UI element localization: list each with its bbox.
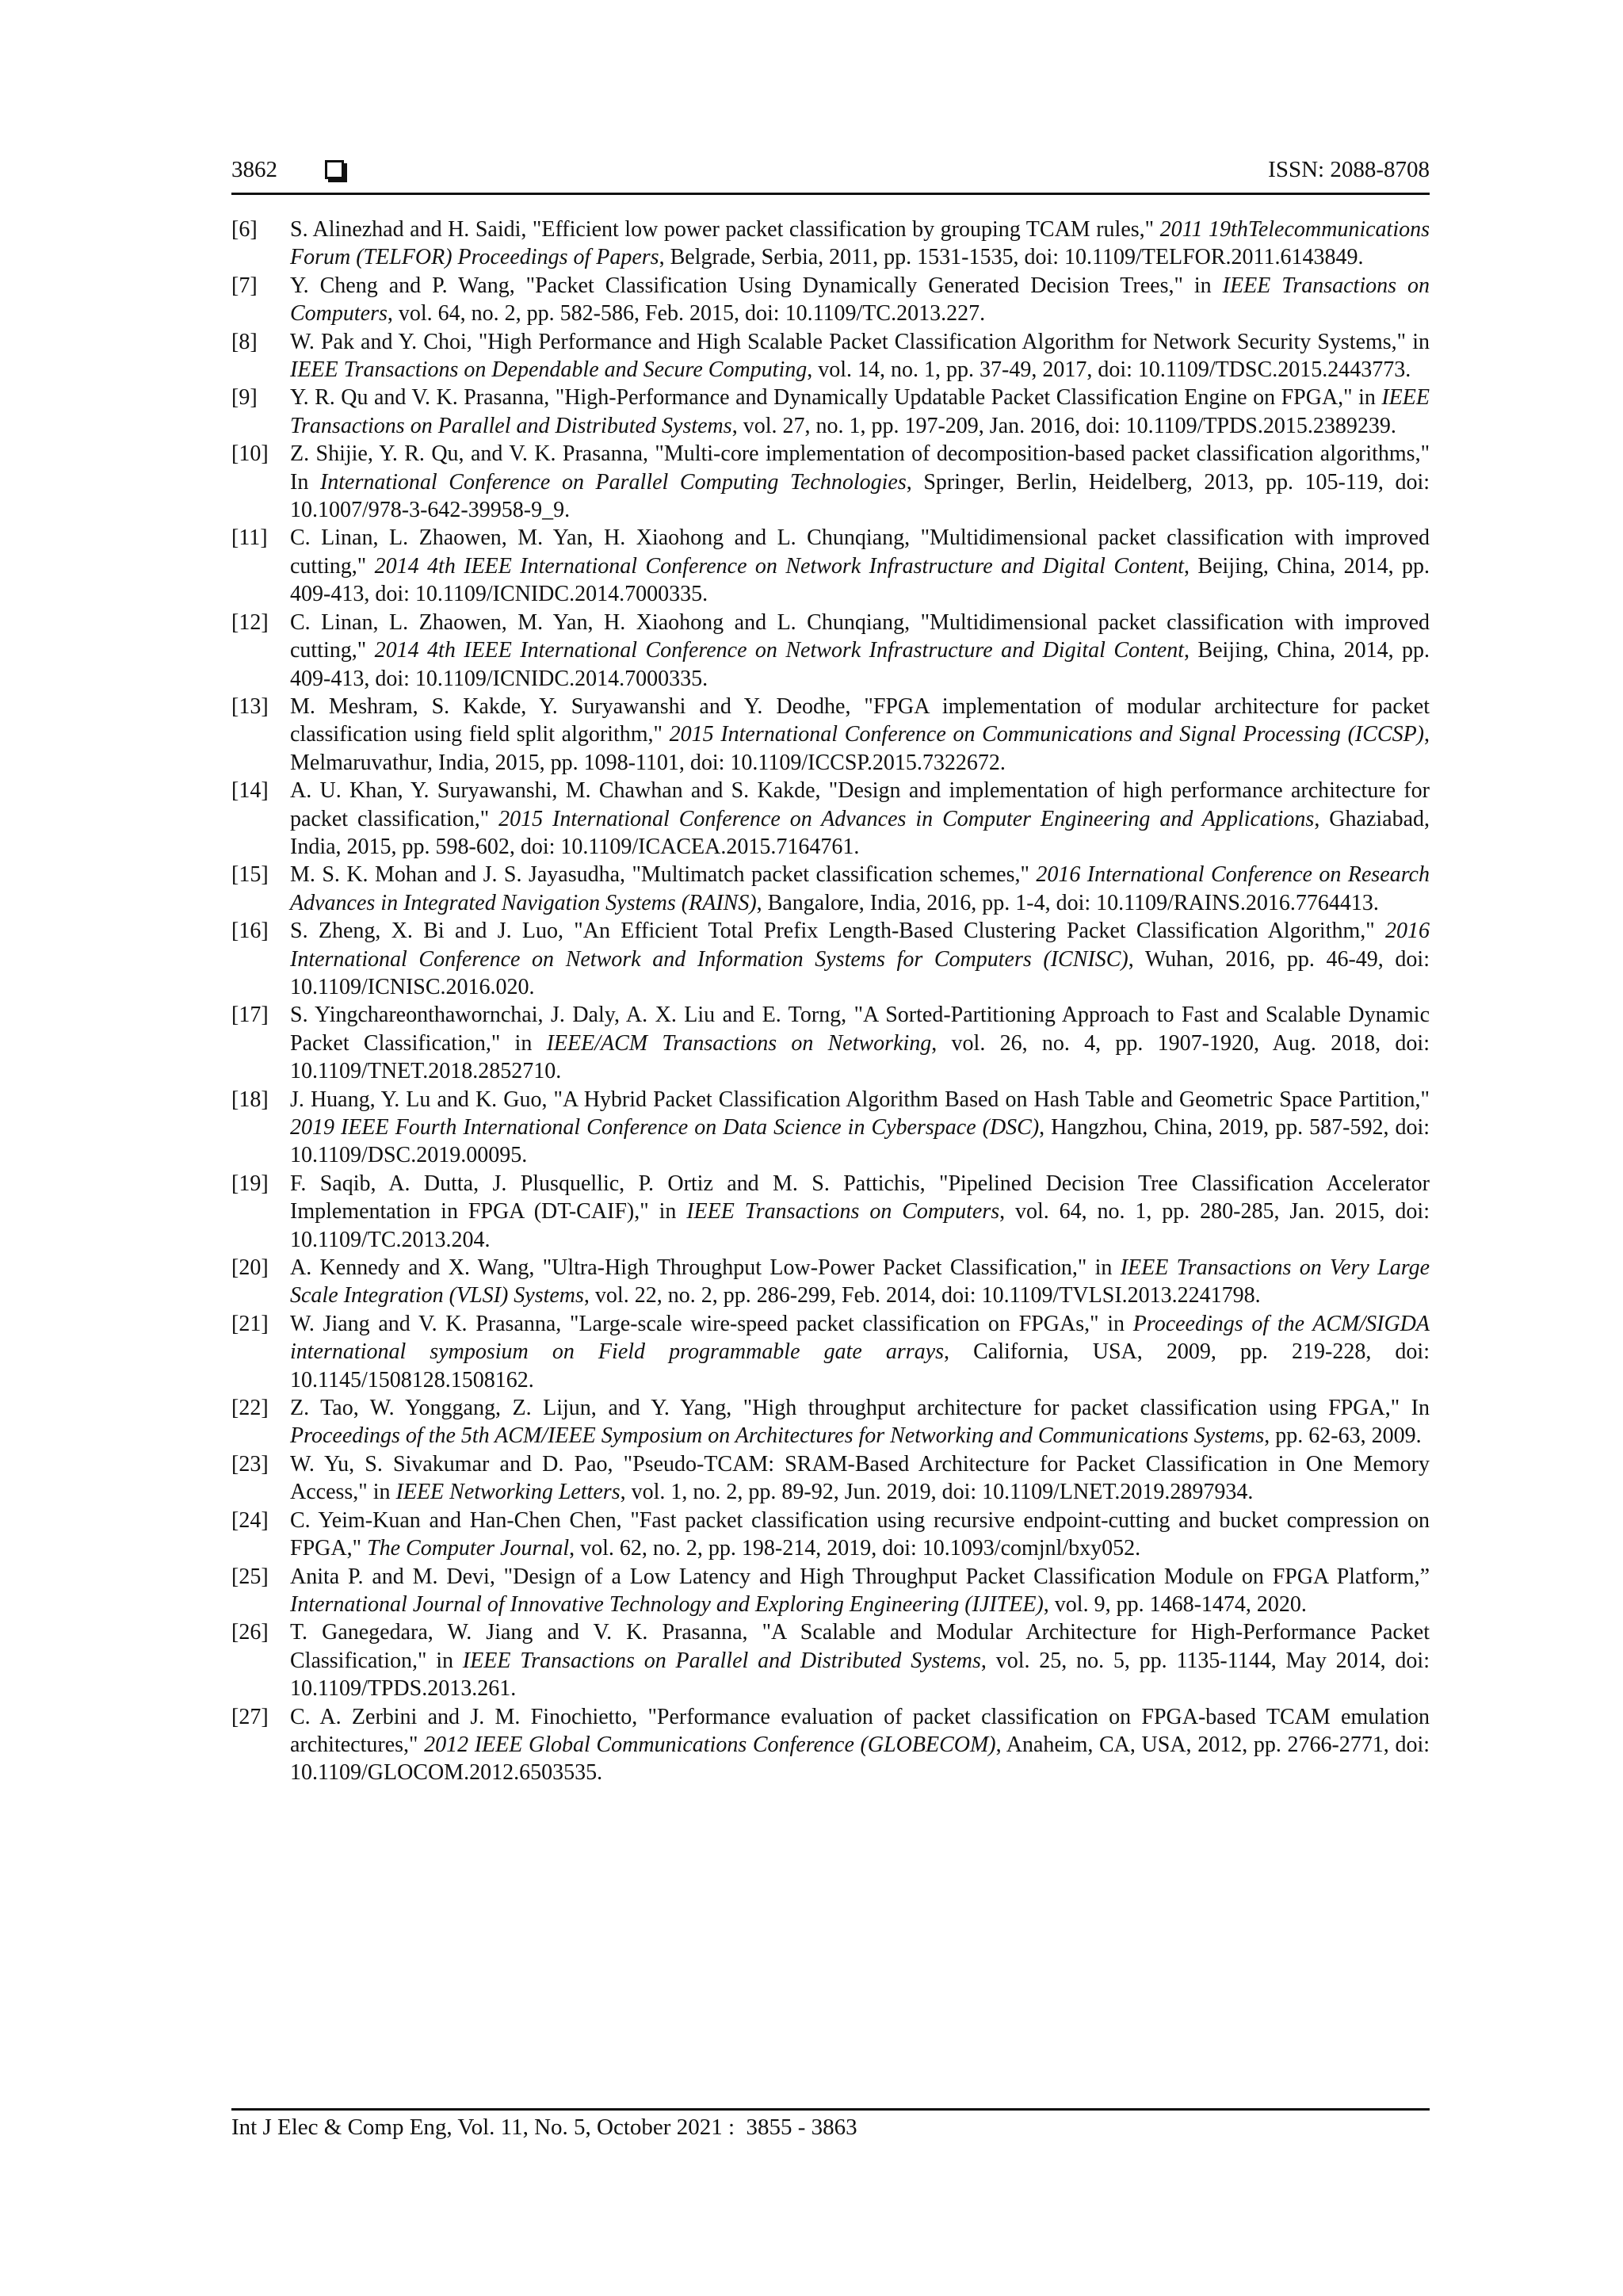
reference-segment: , Bangalore, India, 2016, pp. 1-4, doi: 10.1109/RAINS.2016.7764413. [756, 890, 1379, 915]
reference-text [290, 1170, 1430, 1254]
reference-segment: , vol. 22, no. 2, pp. 286-299, Feb. 2014, doi: 10.1109/TVLSI.2013.2241798. [583, 1283, 1261, 1308]
reference-text [290, 861, 1430, 917]
reference-venue: Proceedings of the ACM/SIGDA international symposium on Field programmable gate arrays [290, 1311, 1430, 1365]
reference-segment: Y. R. Qu and V. K. Prasanna, "High-Performance and Dynamically Updatable Packet Classification Engine on FPGA," in [290, 385, 1382, 411]
reference-segment: , Springer, Berlin, Heidelberg, 2013, pp. 105-119, doi: 10.1007/978-3-642-39958-9_9. [290, 469, 1430, 523]
reference-venue: 2011 19thTelecommunications Forum (TELFOR) Proceedings of Papers [290, 217, 1430, 270]
reference-segment: , Melmaruvathur, India, 2015, pp. 1098-1101, doi: 10.1109/ICCSP.2015.7322672. [290, 722, 1430, 775]
header-divider [231, 193, 1430, 195]
issn-label: ISSN: 2088-8708 [1268, 157, 1430, 182]
reference-number: [23] [231, 1451, 269, 1477]
reference-text [290, 524, 1430, 608]
reference-segment: A. U. Khan, Y. Suryawanshi, M. Chawhan and S. Kakde, "Design and implementation of high performance architecture for packet classification," [290, 778, 1430, 831]
reference-segment: C. A. Zerbini and J. M. Finochietto, "Performance evaluation of packet classification on FPGA-based TCAM emulation architectures," [290, 1704, 1430, 1757]
reference-segment: , vol. 25, no. 5, pp. 1135-1144, May 2014, doi: 10.1109/TPDS.2013.261. [290, 1648, 1430, 1702]
reference-segment: , vol. 27, no. 1, pp. 197-209, Jan. 2016, doi: 10.1109/TPDS.2015.2389239. [731, 413, 1396, 438]
reference-segment: A. Kennedy and X. Wang, "Ultra-High Throughput Low-Power Packet Classification," in [290, 1255, 1121, 1281]
reference-item [231, 440, 1430, 524]
reference-segment: , vol. 64, no. 1, pp. 280-285, Jan. 2015, doi: 10.1109/TC.2013.204. [290, 1199, 1430, 1252]
reference-segment: S. Yingchareonthawornchai, J. Daly, A. X. Liu and E. Torng, "A Sorted-Partitioning Approach to Fast and Scalable Dynamic Packet Classification," in [290, 1003, 1430, 1056]
reference-number: [21] [231, 1311, 269, 1336]
reference-text [290, 216, 1430, 272]
reference-segment: , Hangzhou, China, 2019, pp. 587-592, doi: 10.1109/DSC.2019.00095. [290, 1115, 1430, 1168]
reference-item [231, 1310, 1430, 1394]
reference-number: [19] [231, 1171, 269, 1196]
reference-item [231, 1001, 1430, 1085]
reference-segment: F. Saqib, A. Dutta, J. Plusquellic, P. Ortiz and M. S. Pattichis, "Pipelined Decision Tree Classification Accelerator Implementation in FPGA (DT-CAIF)," in [290, 1171, 1430, 1224]
reference-number: [17] [231, 1003, 269, 1028]
reference-segment: S. Zheng, X. Bi and J. Luo, "An Efficient Total Prefix Length-Based Clustering Packet Classification Algorithm," [290, 919, 1385, 944]
reference-item [231, 524, 1430, 608]
reference-text [290, 1703, 1430, 1787]
reference-segment: T. Ganegedara, W. Jiang and V. K. Prasanna, "A Scalable and Modular Architecture for High-Performance Packet Classification," in [290, 1620, 1430, 1673]
reference-number: [27] [231, 1704, 269, 1729]
reference-venue: 2015 International Conference on Advances in Computer Engineering and Applications [498, 806, 1315, 831]
reference-text [290, 693, 1430, 777]
reference-text [290, 328, 1430, 384]
reference-segment: W. Yu, S. Sivakumar and D. Pao, "Pseudo-TCAM: SRAM-Based Architecture for Packet Classification in One Memory Access," in [290, 1451, 1430, 1505]
reference-item [231, 1507, 1430, 1563]
reference-number: [26] [231, 1620, 269, 1645]
reference-segment: S. Alinezhad and H. Saidi, "Efficient low power packet classification by grouping TCAM rules," [290, 217, 1160, 242]
reference-item [231, 1254, 1430, 1310]
reference-text [290, 777, 1430, 861]
reference-segment: , California, USA, 2009, pp. 219-228, doi: 10.1145/1508128.1508162. [290, 1339, 1430, 1392]
reference-segment: , Ghaziabad, India, 2015, pp. 598-602, doi: 10.1109/ICACEA.2015.7164761. [290, 806, 1430, 859]
reference-segment: Anita P. and M. Devi, "Design of a Low Latency and High Throughput Packet Classification Module on FPGA Platform,” [290, 1564, 1430, 1589]
reference-item [231, 609, 1430, 693]
reference-number: [6] [231, 217, 258, 242]
reference-text [290, 1394, 1430, 1450]
reference-segment: M. Meshram, S. Kakde, Y. Suryawanshi and Y. Deodhe, "FPGA implementation of modular architecture for packet classification using field split algorithm," [290, 693, 1430, 747]
reference-segment: J. Huang, Y. Lu and K. Guo, "A Hybrid Packet Classification Algorithm Based on Hash Table and Geometric Space Partition," [290, 1087, 1430, 1112]
reference-text [290, 1618, 1430, 1702]
reference-segment: , Beijing, China, 2014, pp. 409-413, doi: 10.1109/ICNIDC.2014.7000335. [290, 553, 1430, 607]
reference-segment: M. S. K. Mohan and J. S. Jayasudha, "Multimatch packet classification schemes," [290, 862, 1037, 888]
reference-item [231, 272, 1430, 328]
reference-number: [25] [231, 1564, 269, 1589]
reference-number: [16] [231, 919, 269, 944]
reference-segment: C. Yeim-Kuan and Han-Chen Chen, "Fast packet classification using recursive endpoint-cutting and bucket compression on FPGA," [290, 1507, 1430, 1561]
reference-number: [22] [231, 1396, 269, 1421]
reference-item [231, 384, 1430, 440]
reference-text [290, 609, 1430, 693]
reference-list [231, 216, 1430, 1787]
page-number: 3862 [231, 157, 277, 182]
reference-segment: Z. Tao, W. Yonggang, Z. Lijun, and Y. Yang, "High throughput architecture for packet classification using FPGA," In [290, 1396, 1430, 1421]
reference-item [231, 917, 1430, 1001]
reference-venue: IEEE/ACM Transactions on Networking [546, 1030, 932, 1056]
footer-divider [231, 2108, 1430, 2111]
reference-segment: , Beijing, China, 2014, pp. 409-413, doi: 10.1109/ICNIDC.2014.7000335. [290, 638, 1430, 691]
reference-venue: IEEE Transactions on Computers [290, 273, 1430, 327]
reference-number: [11] [231, 525, 268, 551]
reference-text [290, 1254, 1430, 1310]
reference-number: [10] [231, 441, 269, 467]
reference-text [290, 384, 1430, 440]
reference-segment: , vol. 64, no. 2, pp. 582-586, Feb. 2015, doi: 10.1109/TC.2013.227. [387, 301, 986, 327]
reference-text [290, 1086, 1430, 1170]
reference-venue: IEEE Transactions on Computers [686, 1199, 1000, 1224]
reference-segment: , vol. 62, no. 2, pp. 198-214, 2019, doi: 10.1093/comjnl/bxy052. [569, 1536, 1141, 1561]
reference-segment: C. Linan, L. Zhaowen, M. Yan, H. Xiaohong and L. Chunqiang, "Multidimensional packet classification with improved cutting," [290, 525, 1430, 579]
reference-text [290, 272, 1430, 328]
reference-item [231, 1450, 1430, 1507]
reference-item [231, 1086, 1430, 1170]
reference-venue: IEEE Networking Letters [395, 1480, 621, 1505]
reference-number: [12] [231, 609, 269, 635]
reference-segment: , Wuhan, 2016, pp. 46-49, doi: 10.1109/ICNISC.2016.020. [290, 946, 1430, 999]
reference-item [231, 328, 1430, 384]
reference-segment: Z. Shijie, Y. R. Qu, and V. K. Prasanna, "Multi-core implementation of decomposition-based packet classification algorithms," In [290, 441, 1430, 495]
reference-segment: W. Pak and Y. Choi, "High Performance and High Scalable Packet Classification Algorithm for Network Security Systems," in [290, 329, 1430, 354]
reference-number: [20] [231, 1255, 269, 1281]
reference-item [231, 1703, 1430, 1787]
page-header [231, 157, 1430, 192]
reference-venue: International Journal of Innovative Technology and Exploring Engineering (IJITEE) [290, 1591, 1044, 1617]
reference-item [231, 1170, 1430, 1254]
reference-number: [18] [231, 1087, 269, 1112]
reference-text [290, 1001, 1430, 1085]
reference-segment: , vol. 26, no. 4, pp. 1907-1920, Aug. 2018, doi: 10.1109/TNET.2018.2852710. [290, 1030, 1430, 1084]
reference-item [231, 693, 1430, 777]
reference-segment: C. Linan, L. Zhaowen, M. Yan, H. Xiaohong and L. Chunqiang, "Multidimensional packet classification with improved cutting," [290, 609, 1430, 663]
reference-item [231, 1394, 1430, 1450]
reference-venue: 2016 International Conference on Research Advances in Integrated Navigation Systems (RAINS) [290, 862, 1430, 915]
journal-citation-footer: Int J Elec & Comp Eng, Vol. 11, No. 5, October 2021 : 3855 - 3863 [231, 2115, 857, 2140]
reference-segment: , Belgrade, Serbia, 2011, pp. 1531-1535, doi: 10.1109/TELFOR.2011.6143849. [659, 245, 1364, 270]
reference-venue: The Computer Journal [367, 1536, 570, 1561]
reference-number: [13] [231, 693, 269, 719]
reference-segment: , vol. 1, no. 2, pp. 89-92, Jun. 2019, doi: 10.1109/LNET.2019.2897934. [620, 1480, 1254, 1505]
reference-item [231, 216, 1430, 272]
reference-text [290, 917, 1430, 1001]
reference-venue: 2014 4th IEEE International Conference on Network Infrastructure and Digital Content [374, 553, 1184, 579]
reference-text [290, 1563, 1430, 1619]
reference-venue: 2019 IEEE Fourth International Conference on Data Science in Cyberspace (DSC) [290, 1115, 1040, 1140]
reference-number: [9] [231, 385, 258, 411]
reference-text [290, 1507, 1430, 1563]
reference-venue: 2015 International Conference on Communications and Signal Processing (ICCSP) [669, 722, 1424, 747]
reference-number: [24] [231, 1507, 269, 1533]
reference-venue: IEEE Transactions on Parallel and Distributed Systems [462, 1648, 981, 1673]
reference-number: [7] [231, 273, 258, 298]
reference-venue: International Conference on Parallel Computing Technologies [319, 469, 907, 495]
reference-segment: , vol. 14, no. 1, pp. 37-49, 2017, doi: 10.1109/TDSC.2015.2443773. [807, 357, 1411, 383]
reference-number: [14] [231, 778, 269, 804]
reference-segment: Y. Cheng and P. Wang, "Packet Classification Using Dynamically Generated Decision Trees," in [290, 273, 1223, 298]
reference-segment: W. Jiang and V. K. Prasanna, "Large-scale wire-speed packet classification on FPGAs," in [290, 1311, 1133, 1336]
reference-segment: , vol. 9, pp. 1468-1474, 2020. [1043, 1591, 1307, 1617]
reference-venue: 2012 IEEE Global Communications Conference (GLOBECOM) [424, 1732, 996, 1757]
reference-segment: , pp. 62-63, 2009. [1264, 1423, 1422, 1449]
checkbox-square-icon [325, 160, 344, 179]
reference-number: [15] [231, 862, 269, 888]
reference-item [231, 1618, 1430, 1702]
reference-number: [8] [231, 329, 258, 354]
reference-text [290, 1310, 1430, 1394]
reference-venue: 2014 4th IEEE International Conference on Network Infrastructure and Digital Content [374, 638, 1184, 663]
reference-venue: IEEE Transactions on Dependable and Secure Computing [290, 357, 808, 383]
reference-text [290, 1450, 1430, 1507]
reference-venue: 2016 International Conference on Network and Information Systems for Computers (ICNISC) [290, 919, 1430, 972]
reference-venue: IEEE Transactions on Parallel and Distributed Systems [290, 385, 1430, 438]
reference-venue: IEEE Transactions on Very Large Scale Integration (VLSI) Systems [290, 1255, 1430, 1308]
reference-item [231, 1563, 1430, 1619]
reference-segment: , Anaheim, CA, USA, 2012, pp. 2766-2771, doi: 10.1109/GLOCOM.2012.6503535. [290, 1732, 1430, 1786]
reference-venue: Proceedings of the 5th ACM/IEEE Symposium on Architectures for Networking and Communications Systems [290, 1423, 1265, 1449]
reference-item [231, 861, 1430, 917]
reference-text [290, 440, 1430, 524]
reference-item [231, 777, 1430, 861]
